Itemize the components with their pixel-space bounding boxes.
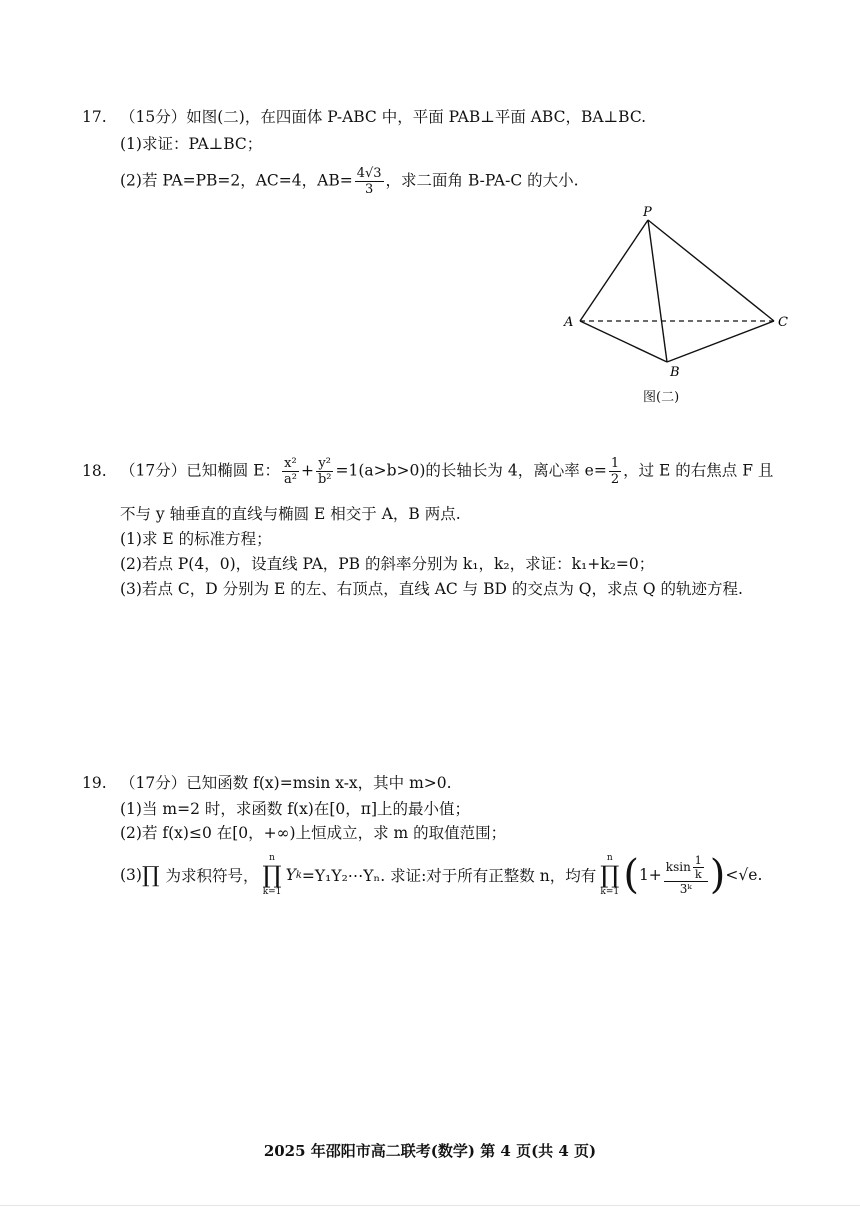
q17-part2	[120, 166, 579, 197]
q18-stem-a: （17分）已知椭圆 E：	[120, 461, 280, 480]
label-p: P	[643, 205, 652, 220]
q17-part2-b: ，求二面角 B-PA-C 的大小.	[385, 171, 579, 190]
q19-stem	[82, 770, 452, 796]
right-paren: )	[709, 852, 726, 898]
tetrahedron-figure	[560, 200, 800, 410]
inner-one-plus: 1+	[638, 866, 662, 884]
q19-part2: (2)若 f(x)≤0 在[0，+∞)上恒成立，求 m 的取值范围；	[120, 824, 507, 842]
prod-bottom: k=1	[262, 887, 282, 897]
prod2-top: n	[606, 853, 613, 863]
q17-ab-fraction	[355, 166, 384, 197]
figure-caption: 图(二)	[643, 390, 680, 405]
q19-part3-d: =Y₁Y₂⋯Yₙ. 求证:对于所有正整数 n，均有	[301, 867, 597, 885]
q19-yk: Y	[285, 866, 296, 884]
q19-stem-text: （17分）已知函数 f(x)=msin x-x，其中 m>0.	[120, 774, 452, 792]
q18-stem-b: =1(a>b>0)的长轴长为 4，离心率 e=	[335, 461, 607, 480]
edge-bc	[667, 321, 774, 362]
product-symbol: ∏	[141, 862, 160, 888]
q17-part2-a: (2)若 PA=PB=2，AC=4，AB=	[120, 171, 353, 190]
inner-denominator: 3ᵏ	[679, 881, 692, 896]
prod2-sym: ∏	[600, 861, 620, 889]
q18-e-fraction	[609, 456, 621, 487]
edge-pc	[648, 220, 774, 321]
q19-part3-b: 为求积符号，	[165, 867, 259, 885]
q18-b2: b²	[317, 472, 332, 487]
inner-one: 1	[694, 853, 702, 867]
left-paren: (	[623, 852, 639, 898]
q18-stem	[82, 456, 773, 487]
q18-line2: 不与 y 轴垂直的直线与椭圆 E 相交于 A，B 两点.	[120, 505, 461, 523]
q18-stem-c: ，过 E 的右焦点 F 且	[623, 461, 774, 480]
label-b: B	[670, 365, 680, 380]
prod-sym: ∏	[262, 861, 282, 889]
bottom-divider	[0, 1205, 860, 1206]
edge-ab	[580, 321, 667, 362]
inner-fraction	[664, 854, 708, 897]
inner-k: k	[694, 867, 702, 881]
q17-stem-text: （15分）如图(二)，在四面体 P-ABC 中，平面 PAB⊥平面 ABC，BA⊥BC.	[120, 108, 647, 126]
q18-y2: y²	[318, 456, 331, 471]
q17-number: 17.	[82, 108, 107, 126]
q18-number: 18.	[82, 461, 107, 480]
prod2-bottom: k=1	[600, 887, 620, 897]
inner-numerator	[664, 854, 708, 882]
q18-part2: (2)若点 P(4，0)，设直线 PA，PB 的斜率分别为 k₁，k₂，求证：k₁+k₂=0；	[120, 555, 655, 573]
inner-one-over-k	[693, 854, 704, 881]
q19-number: 19.	[82, 774, 107, 792]
inner-ksin: ksin	[665, 859, 691, 874]
q18-e-num: 1	[610, 456, 620, 471]
product-operator-2	[600, 853, 619, 897]
q19-part3	[120, 852, 762, 898]
label-a: A	[564, 315, 574, 330]
edge-pb	[648, 220, 667, 362]
q18-part3: (3)若点 C，D 分别为 E 的左、右顶点，直线 AC 与 BD 的交点为 Q，求点 Q 的轨迹方程.	[120, 580, 743, 598]
product-operator-1	[263, 853, 282, 897]
prod-top: n	[269, 853, 275, 863]
q17-ab-denominator: 3	[364, 182, 374, 197]
q19-part3-e: <√e.	[725, 866, 763, 884]
q17-part1: (1)求证：PA⊥BC；	[120, 135, 263, 153]
q18-e-den: 2	[610, 472, 620, 487]
q19-part3-a: (3)	[120, 866, 142, 884]
q18-x-fraction	[282, 456, 299, 487]
q19-yk-sub: k	[295, 869, 302, 881]
q17-stem	[82, 104, 646, 130]
q18-a2: a²	[283, 472, 297, 487]
edge-pa	[580, 220, 648, 321]
q18-part1: (1)求 E 的标准方程；	[120, 530, 272, 548]
q18-plus: +	[300, 461, 314, 480]
q18-y-fraction	[316, 456, 334, 487]
page-footer: 2025 年邵阳市高二联考(数学) 第 4 页(共 4 页)	[263, 1142, 597, 1160]
q19-part1: (1)当 m=2 时，求函数 f(x)在[0，π]上的最小值；	[120, 800, 470, 818]
label-c: C	[778, 315, 788, 330]
q18-x2: x²	[284, 456, 297, 471]
q17-ab-numerator: 4√3	[356, 166, 382, 181]
